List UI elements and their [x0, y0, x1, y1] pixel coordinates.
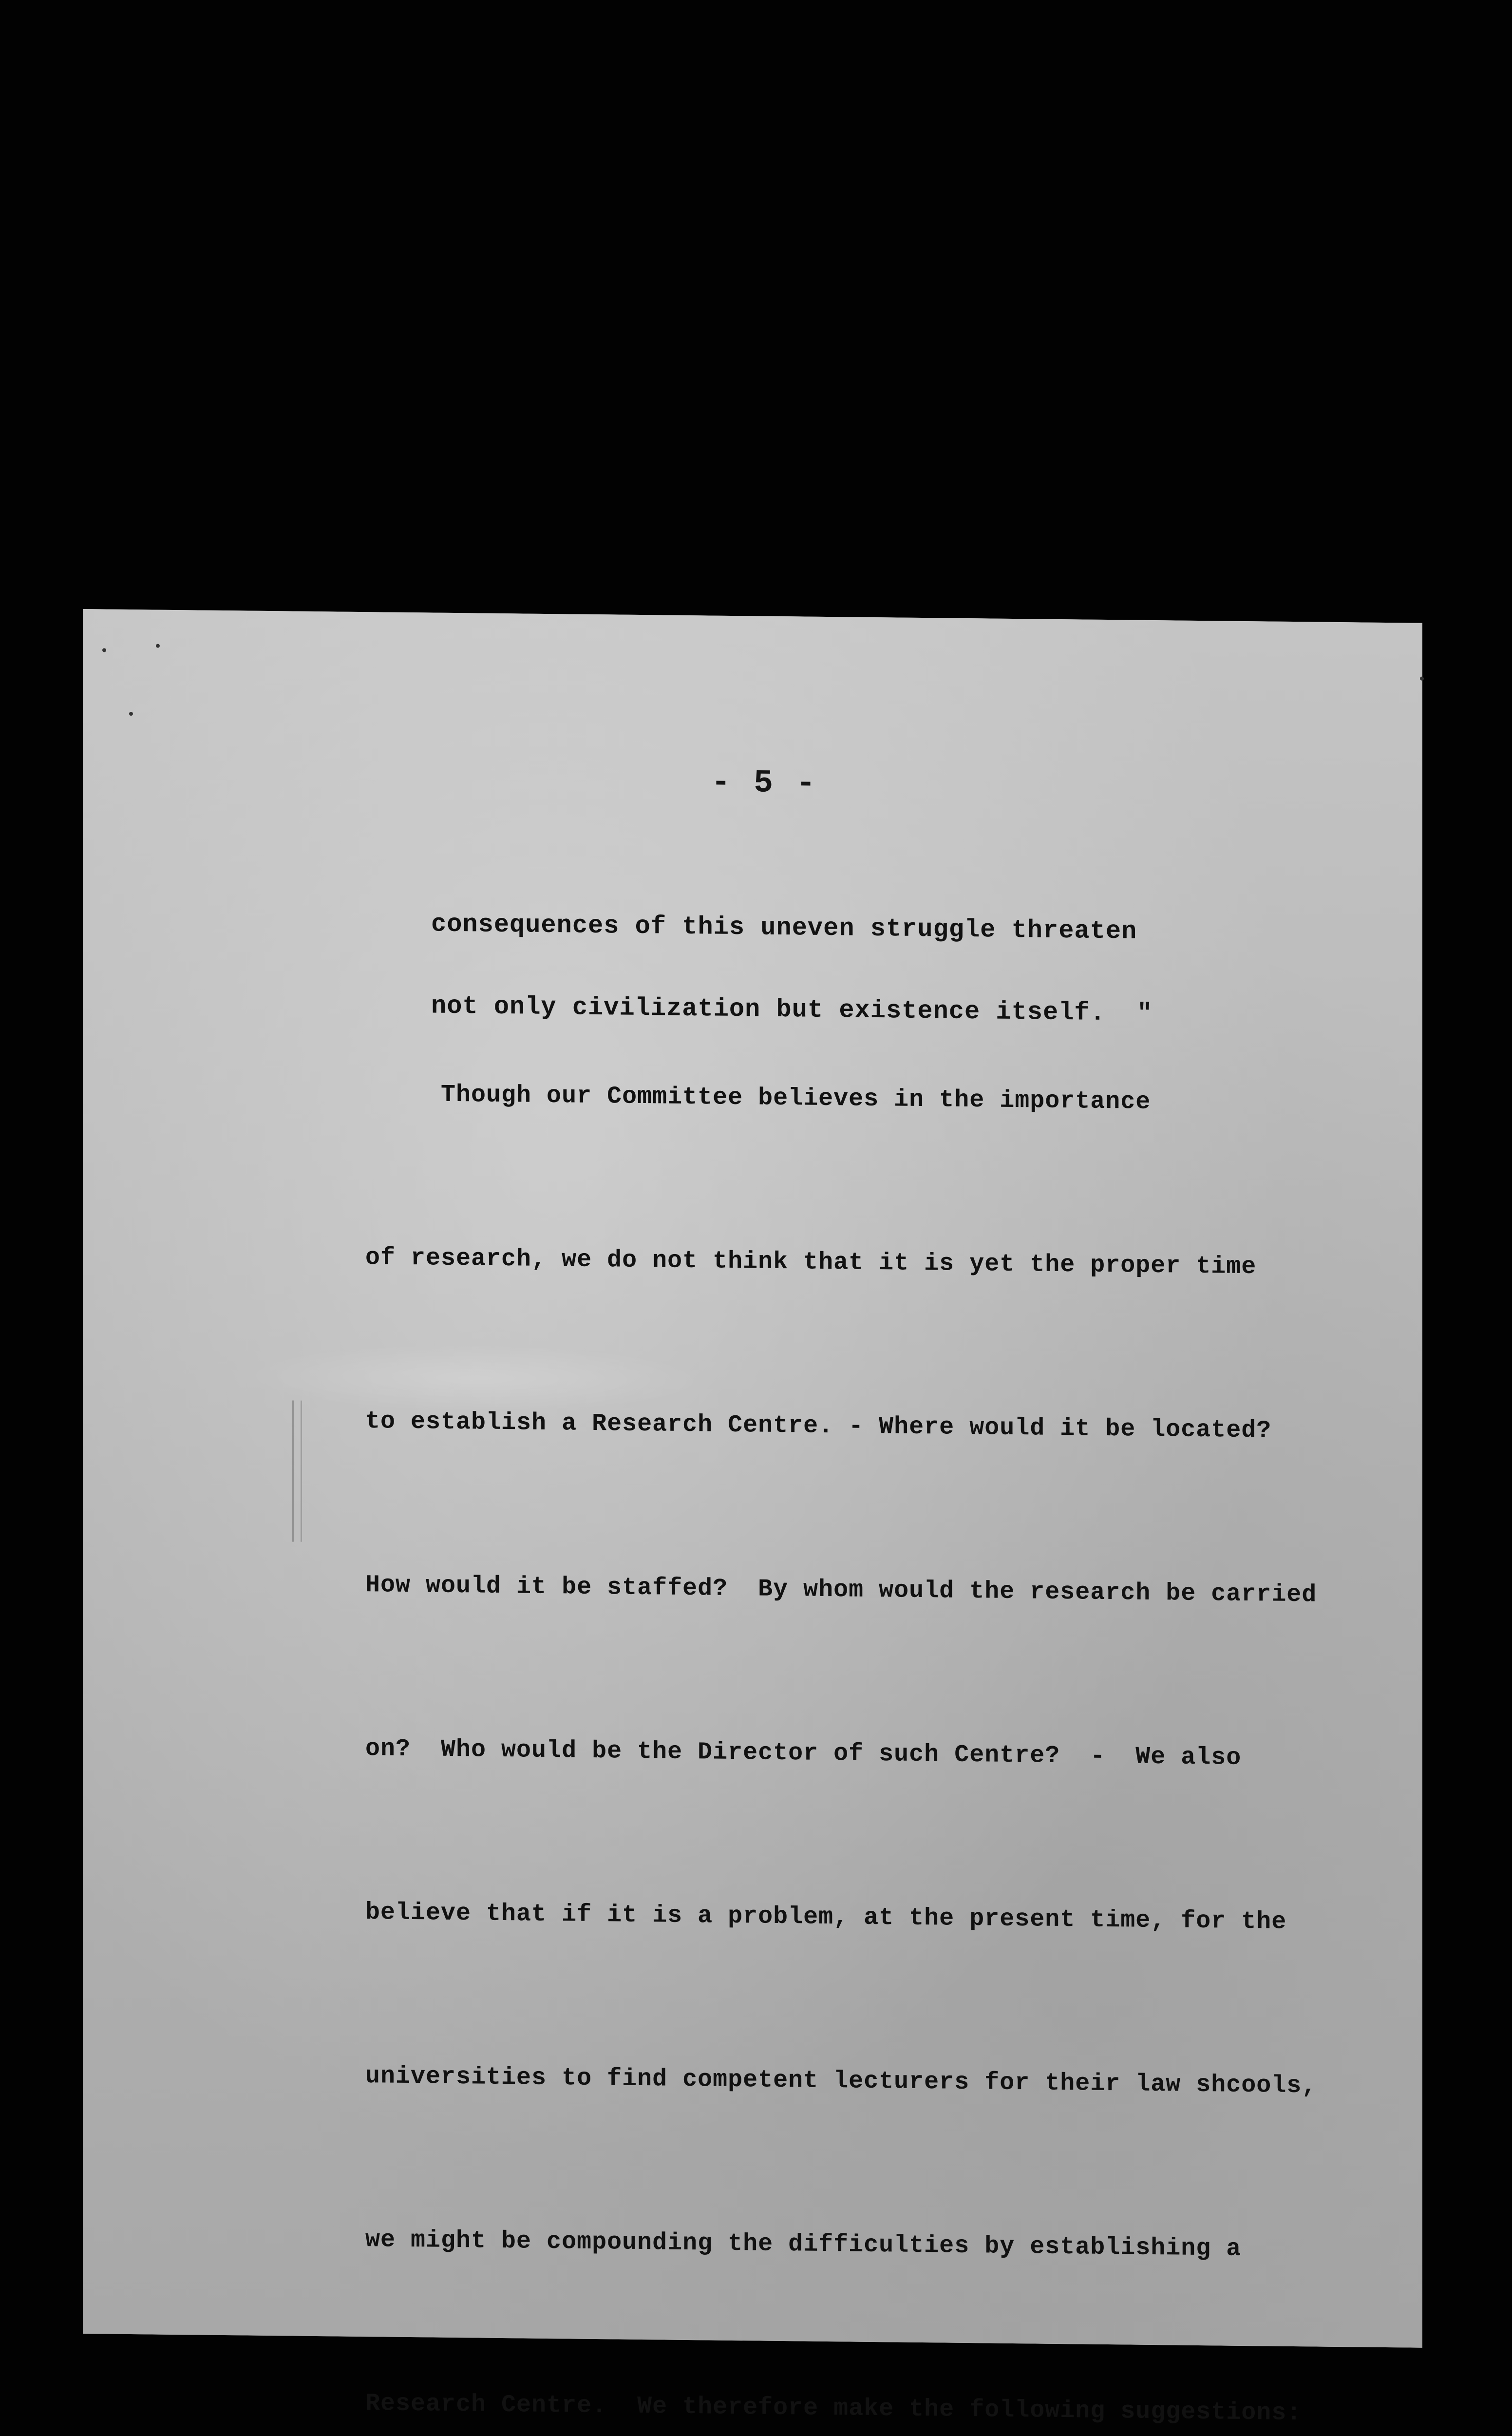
- text-line: How would it be staffed? By whom would the research be carried: [365, 1571, 1317, 1609]
- page-number: - 5 -: [711, 764, 818, 802]
- scanned-page: [83, 609, 1422, 2428]
- body-text: [365, 958, 1332, 2436]
- text-line: to establish a Research Centre. - Where would it be located?: [365, 1408, 1272, 1445]
- text-line: we might be compounding the difficulties by establishing a: [365, 2226, 1242, 2263]
- dust-speck: [102, 648, 106, 652]
- text-line: believe that if it is a problem, at the present time, for the: [365, 1899, 1287, 1936]
- text-line: not only civilization but existence itself. ": [431, 991, 1153, 1028]
- margin-mark: [292, 1401, 302, 1542]
- dust-speck: [156, 644, 160, 648]
- text-line: of research, we do not think that it is yet the proper time: [365, 1244, 1257, 1281]
- text-line: Though our Committee believes in the importance: [365, 1080, 1151, 1116]
- text-line: consequences of this uneven struggle threaten: [431, 910, 1137, 946]
- text-line: universities to find competent lecturers for their law shcools,: [365, 2062, 1317, 2100]
- dust-speck: [1420, 677, 1424, 681]
- text-line: Research Centre. We therefore make the following suggestions:: [365, 2390, 1302, 2428]
- dust-speck: [129, 712, 133, 716]
- text-line: on? Who would be the Director of such Centre? - We also: [365, 1735, 1242, 1772]
